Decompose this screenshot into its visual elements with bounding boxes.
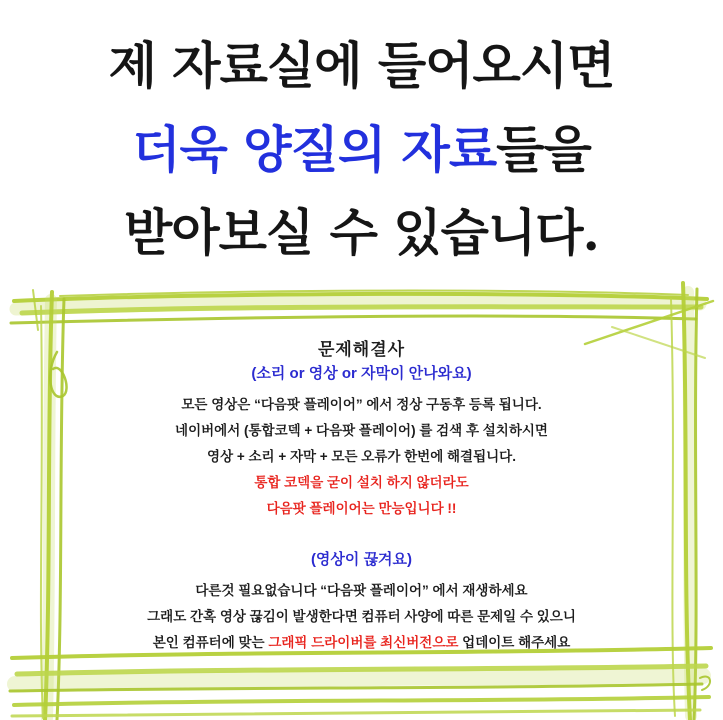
section1-red-line-1: 통합 코덱을 굳이 설치 하지 않더라도 [254,475,469,490]
section2-line-2: 그래도 간혹 영상 끊김이 발생한다면 컴퓨터 사양에 따른 문제일 수 있으니 [147,609,576,624]
intro-line-2 [0,110,723,182]
box-title: 문제해결사 [317,340,406,359]
intro-line-3 [0,193,723,265]
section2-line-1: 다른것 필요없습니다 “다음팟 플레이어” 에서 재생하세요 [195,583,528,598]
section2-line-3-prefix: 본인 컴퓨터에 맞는 [152,635,269,650]
section1-subtitle: (소리 or 영상 or 자막이 안나와요) [251,365,472,382]
intro-line-1-text: 제 자료실에 들어오시면 [108,36,615,95]
section1-line-3: 영상 + 소리 + 자막 + 모든 오류가 한번에 해결됩니다. [207,449,516,464]
intro-line-2-black-text: 들을 [496,120,591,179]
section2-line-3-red-text: 그래픽 드라이버를 최신버전으로 [268,635,459,650]
section1-red-line-2: 다음팟 플레이어는 만능입니다 !! [266,501,457,516]
intro-line-2-blue-text: 더욱 양질의 자료 [132,120,497,179]
intro-line-3-text: 받아보실 수 있습니다. [124,203,599,262]
troubleshooting-box [30,338,693,656]
section2-subtitle: (영상이 끊겨요) [310,551,413,568]
intro-line-1 [0,26,723,98]
section2-line-3-suffix: 업데이트 해주세요 [458,635,571,650]
section2-line-3 [30,630,693,656]
section1-line-1: 모든 영상은 “다음팟 플레이어” 에서 정상 구동후 등록 됩니다. [181,397,542,412]
section1-line-2: 네이버에서 (통합코덱 + 다음팟 플레이어) 를 검색 후 설치하시면 [175,423,548,438]
